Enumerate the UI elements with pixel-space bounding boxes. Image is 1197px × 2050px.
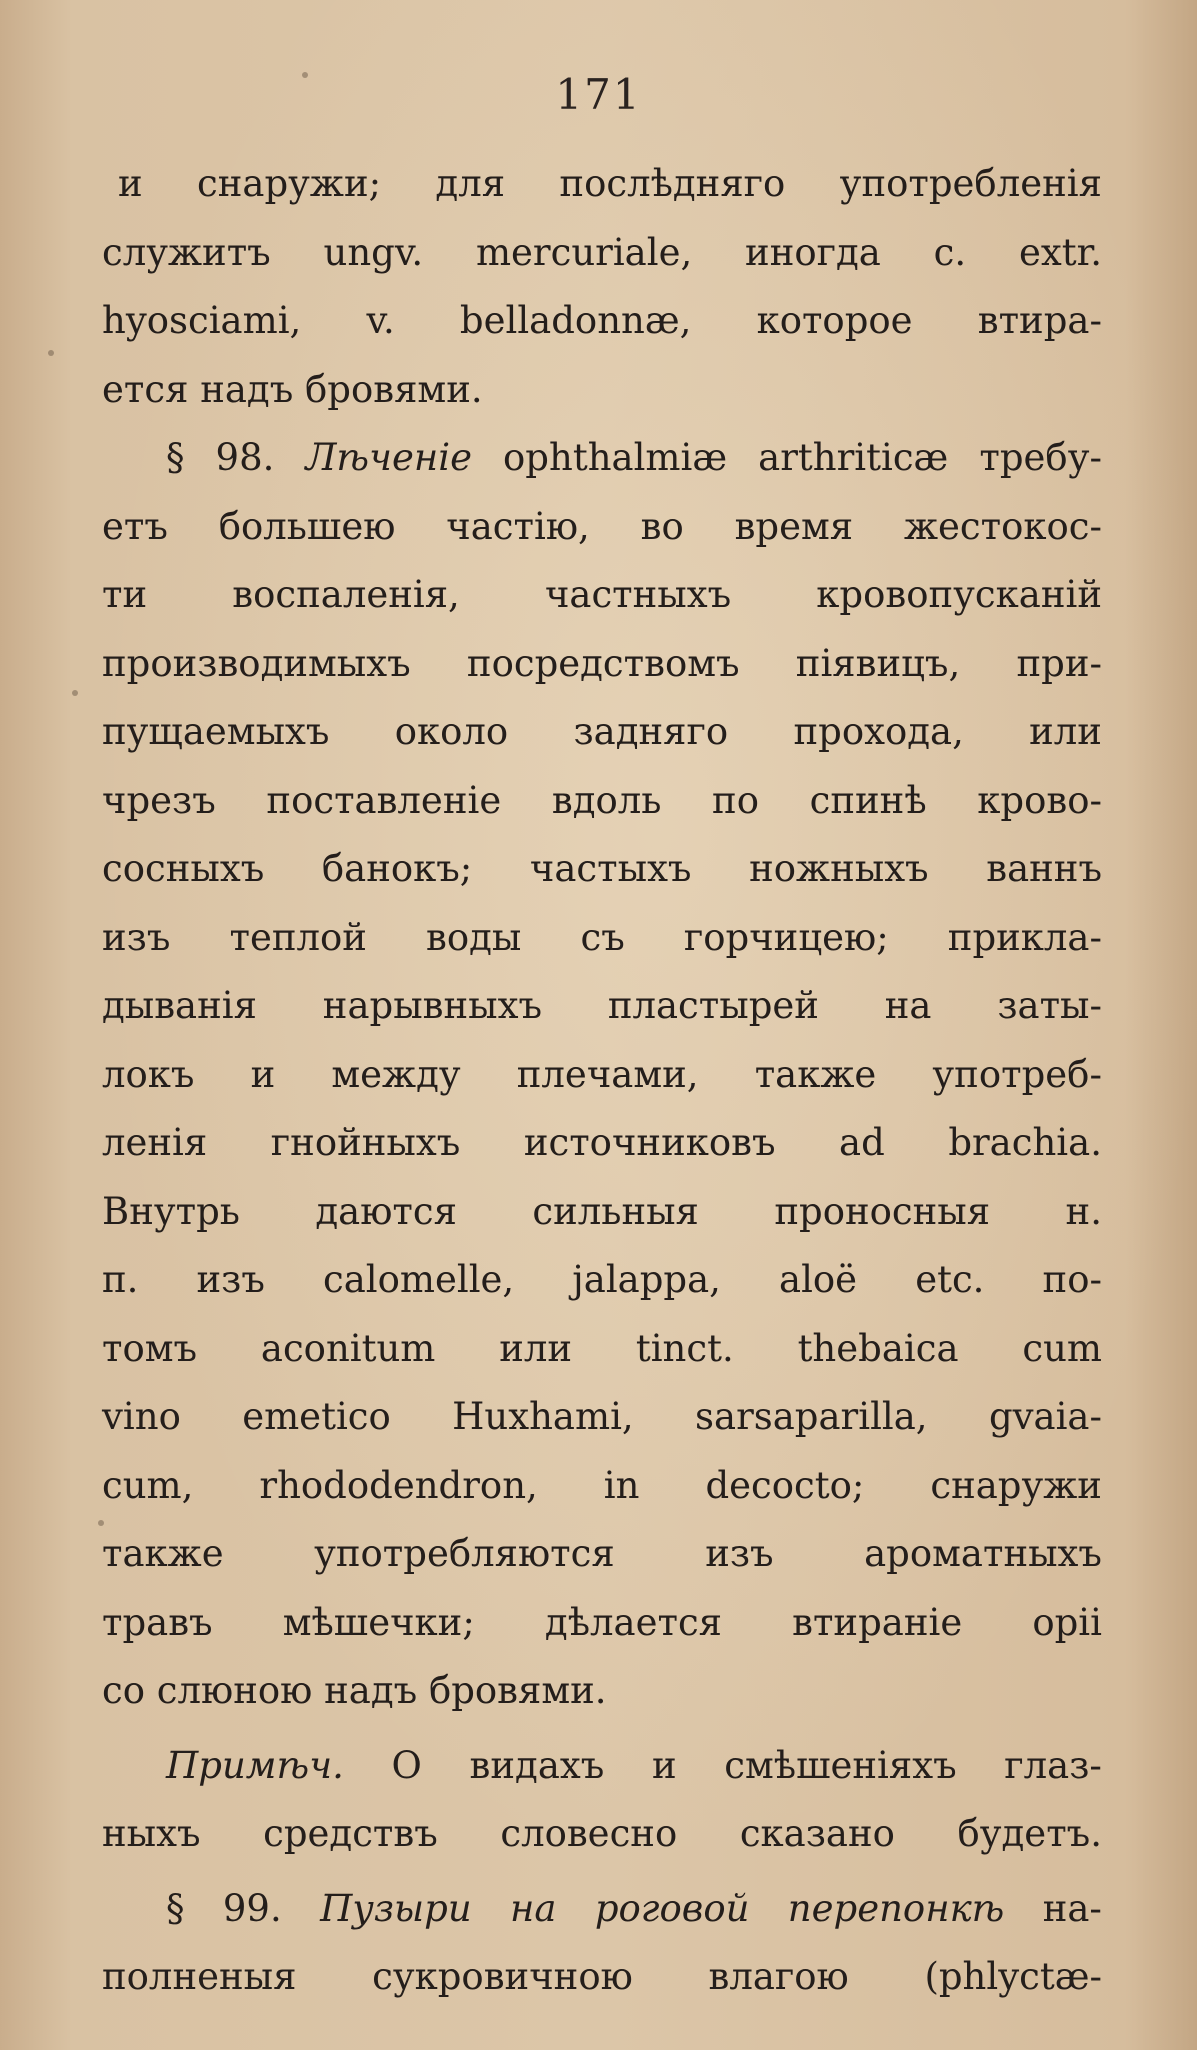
word: ваннъ xyxy=(986,847,1102,890)
word: частныхъ xyxy=(544,573,732,616)
text-line xyxy=(102,698,1102,767)
word: и xyxy=(250,1052,276,1096)
word: и xyxy=(118,162,143,205)
word: между xyxy=(331,1052,461,1096)
word: полненыя xyxy=(102,1955,297,1998)
word: сосныхъ xyxy=(102,847,265,890)
word: in xyxy=(603,1463,640,1507)
word: большею xyxy=(218,504,396,548)
text-line xyxy=(102,1520,1102,1589)
word: по- xyxy=(1042,1258,1102,1301)
word: бровями. xyxy=(428,1669,607,1712)
word: сказано xyxy=(739,1812,895,1855)
word: при- xyxy=(1016,641,1102,685)
text-line xyxy=(102,1875,1102,1944)
text-line xyxy=(102,287,1102,356)
word: крово- xyxy=(977,778,1102,822)
word: или xyxy=(1029,710,1102,753)
text-line xyxy=(102,493,1102,562)
word: brachia. xyxy=(948,1121,1102,1164)
word: aloë xyxy=(779,1258,858,1301)
word: частію, xyxy=(446,504,590,548)
word: arthriticæ xyxy=(758,436,949,479)
word: сукровичною xyxy=(372,1955,633,1998)
word: жестокос- xyxy=(903,504,1102,548)
word: гнойныхъ xyxy=(270,1121,461,1164)
word: піявицъ, xyxy=(795,641,961,685)
word: етъ xyxy=(102,504,168,548)
word: нарывныхъ xyxy=(322,984,542,1027)
word: пластырей xyxy=(607,984,819,1027)
word: надъ xyxy=(324,1669,418,1712)
word: также xyxy=(102,1532,224,1575)
word: или xyxy=(499,1326,573,1370)
word: посредствомъ xyxy=(466,641,740,685)
word: перепонкѣ xyxy=(787,1886,1005,1930)
word: О xyxy=(391,1743,422,1787)
word: иногда xyxy=(745,230,881,274)
word: 98. xyxy=(215,436,275,479)
word: частыхъ xyxy=(529,847,692,890)
word: ленія xyxy=(102,1121,208,1164)
word: прохода, xyxy=(793,710,964,753)
paper-speck xyxy=(72,690,78,696)
word: бровями. xyxy=(305,367,483,411)
word: со xyxy=(102,1669,145,1712)
word: снаружи xyxy=(930,1463,1102,1507)
word: ароматныхъ xyxy=(864,1532,1102,1575)
word: Huxhami, xyxy=(452,1395,634,1438)
word: § xyxy=(166,1886,185,1930)
word: мѣшечки; xyxy=(282,1600,475,1644)
word: ныхъ xyxy=(102,1812,201,1855)
text-line xyxy=(102,150,1102,219)
text-line xyxy=(102,1383,1102,1452)
word: и xyxy=(651,1743,677,1787)
word: Пузыри xyxy=(320,1886,472,1930)
word: которое xyxy=(756,299,913,342)
text-line xyxy=(102,1452,1102,1521)
text-line xyxy=(102,1732,1102,1801)
word: sarsaparilla, xyxy=(695,1395,928,1438)
text-line xyxy=(102,356,1102,425)
word: ungv. xyxy=(323,230,424,274)
word: чрезъ xyxy=(102,778,216,822)
word: служитъ xyxy=(102,230,271,274)
word: Примѣч. xyxy=(166,1743,344,1787)
word: Лѣченіе xyxy=(305,436,472,479)
word: Внутрь xyxy=(102,1189,240,1233)
word: снаружи; xyxy=(197,162,382,205)
word: втира- xyxy=(977,299,1102,342)
word: воды xyxy=(426,915,522,959)
word: tinct. xyxy=(635,1326,734,1370)
word: rhododendron, xyxy=(259,1463,538,1507)
text-line xyxy=(102,1246,1102,1315)
text-line xyxy=(102,1041,1102,1110)
word: vino xyxy=(102,1395,181,1438)
word: надъ xyxy=(200,367,294,411)
word: съ xyxy=(580,915,625,959)
page-number: 171 xyxy=(555,70,642,119)
text-line xyxy=(102,424,1102,493)
word: etc. xyxy=(915,1258,985,1301)
word: около xyxy=(394,710,509,753)
word: роговой xyxy=(594,1886,750,1930)
word: aconitum xyxy=(260,1326,436,1370)
word: изъ xyxy=(196,1258,265,1301)
word: даются xyxy=(315,1189,457,1233)
text-line xyxy=(102,1943,1102,2012)
paper-speck xyxy=(48,350,54,356)
text-line xyxy=(102,630,1102,699)
word: локъ xyxy=(102,1052,195,1096)
word: § xyxy=(166,436,185,479)
word: во xyxy=(640,504,684,548)
word: употребленія xyxy=(839,162,1102,205)
word: belladonnæ, xyxy=(459,299,692,342)
word: кровопусканій xyxy=(816,573,1102,616)
word: воспаленія, xyxy=(232,573,460,616)
word: время xyxy=(734,504,854,548)
word: сильныя xyxy=(532,1189,699,1233)
word: (phlyctæ- xyxy=(924,1955,1102,1998)
text-line xyxy=(102,561,1102,630)
word: extr. xyxy=(1018,230,1102,274)
word: mercuriale, xyxy=(475,230,693,274)
text-line xyxy=(102,904,1102,973)
word: н. xyxy=(1065,1189,1102,1233)
word: спинѣ xyxy=(809,778,927,822)
word: видахъ xyxy=(469,1743,605,1787)
word: влагою xyxy=(708,1955,849,1998)
word: cum, xyxy=(102,1463,194,1507)
word: ophthalmiæ xyxy=(503,436,728,479)
word: v. xyxy=(366,299,395,342)
text-line xyxy=(102,767,1102,836)
word: слюною xyxy=(156,1669,313,1712)
word: изъ xyxy=(705,1532,774,1575)
word: по xyxy=(712,778,759,822)
word: на xyxy=(884,984,932,1027)
word: c. xyxy=(933,230,967,274)
word: jalappa, xyxy=(572,1258,721,1301)
word: прикла- xyxy=(947,915,1102,959)
word: теплой xyxy=(229,915,367,959)
text-line xyxy=(102,1178,1102,1247)
word: п. xyxy=(102,1258,139,1301)
word: opii xyxy=(1032,1600,1102,1644)
word: горчицею; xyxy=(683,915,889,959)
word: будетъ. xyxy=(957,1812,1102,1855)
word: calomelle, xyxy=(323,1258,515,1301)
word: плечами, xyxy=(516,1052,699,1096)
word: thebaica xyxy=(797,1326,959,1370)
word: 99. xyxy=(222,1886,282,1930)
text-line xyxy=(102,1109,1102,1178)
word: задняго xyxy=(573,710,729,753)
word: пущаемыхъ xyxy=(102,710,330,753)
word: для xyxy=(435,162,506,205)
word: смѣшеніяхъ xyxy=(724,1743,957,1787)
word: на- xyxy=(1042,1886,1102,1930)
word: средствъ xyxy=(263,1812,438,1855)
word: втираніе xyxy=(792,1600,963,1644)
word: источниковъ xyxy=(523,1121,776,1164)
word: поставленіе xyxy=(266,778,502,822)
word: ad xyxy=(839,1121,885,1164)
word: также xyxy=(754,1052,877,1096)
word: заты- xyxy=(997,984,1102,1027)
word: глаз- xyxy=(1004,1743,1102,1787)
word: ножныхъ xyxy=(749,847,929,890)
word: cum xyxy=(1022,1326,1102,1370)
text-line xyxy=(102,219,1102,288)
word: словесно xyxy=(500,1812,678,1855)
word: дѣлается xyxy=(544,1600,723,1644)
word: употреб- xyxy=(932,1052,1102,1096)
text-line xyxy=(102,835,1102,904)
text-line xyxy=(102,1657,1102,1726)
text-line xyxy=(102,1315,1102,1384)
word: hyosciami, xyxy=(102,299,302,342)
word: травъ xyxy=(102,1600,213,1644)
word: требу- xyxy=(979,436,1102,479)
word: ется xyxy=(102,367,189,411)
word: послѣдняго xyxy=(559,162,786,205)
word: банокъ; xyxy=(321,847,473,890)
text-line xyxy=(102,1589,1102,1658)
word: на xyxy=(510,1886,557,1930)
word: gvaia- xyxy=(988,1395,1102,1438)
word: употребляются xyxy=(314,1532,615,1575)
word: ти xyxy=(102,573,148,616)
word: вдоль xyxy=(551,778,662,822)
word: дыванія xyxy=(102,984,257,1027)
word: изъ xyxy=(102,915,171,959)
word: томъ xyxy=(102,1326,198,1370)
word: производимыхъ xyxy=(102,641,411,685)
body-text xyxy=(102,150,1102,2012)
text-line xyxy=(102,972,1102,1041)
text-line xyxy=(102,1800,1102,1869)
word: проносныя xyxy=(774,1189,991,1233)
word: emetico xyxy=(242,1395,391,1438)
word: decocto; xyxy=(705,1463,865,1507)
